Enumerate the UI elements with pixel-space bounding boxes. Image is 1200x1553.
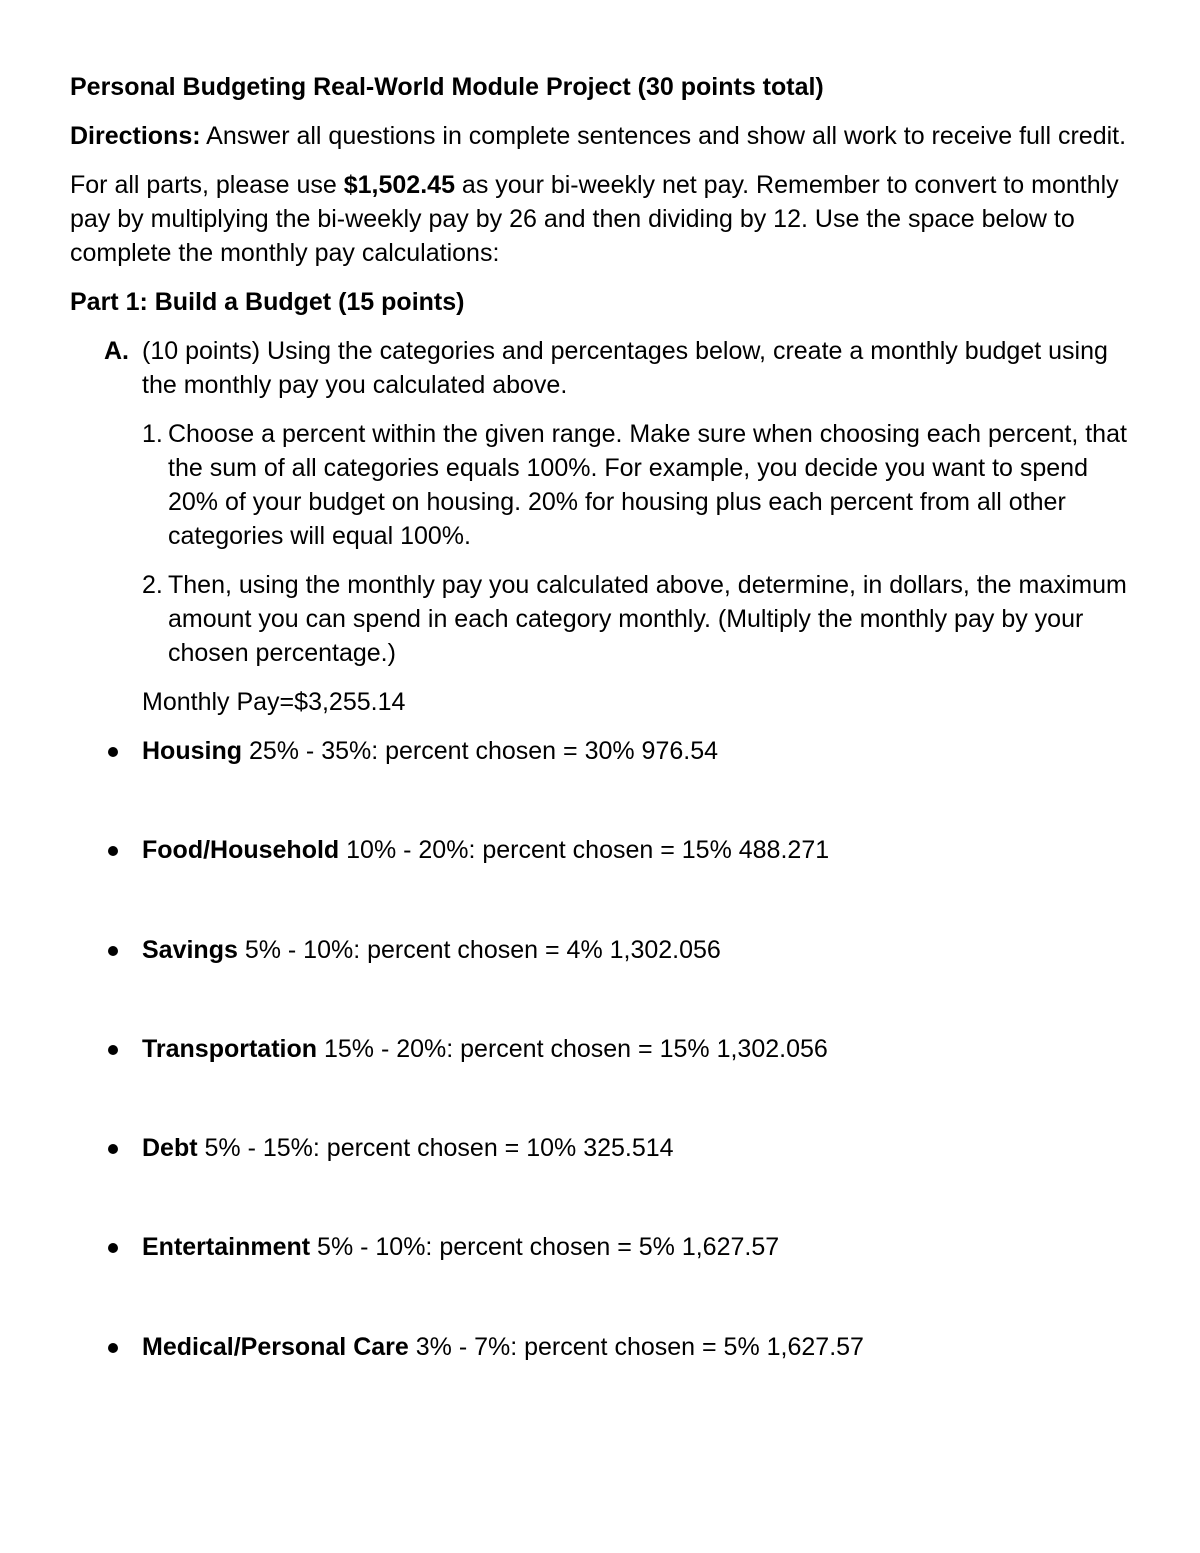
bullet-icon bbox=[108, 747, 118, 757]
part-1-heading: Part 1: Build a Budget (15 points) bbox=[70, 288, 465, 316]
list-item-savings bbox=[70, 933, 1140, 967]
bullet-icon bbox=[108, 846, 118, 856]
category-detail: 25% - 35%: percent chosen = 30% 976.54 bbox=[242, 737, 719, 765]
step-2-number: 2. bbox=[142, 571, 163, 599]
directions-paragraph bbox=[70, 119, 1140, 153]
intro-paragraph bbox=[70, 168, 1140, 270]
category-detail: 5% - 15%: percent chosen = 10% 325.514 bbox=[197, 1134, 674, 1163]
list-item-medical-personal-care bbox=[70, 1330, 1140, 1364]
category-name: Savings bbox=[142, 935, 238, 964]
list-item-food-household bbox=[70, 833, 1140, 867]
category-name: Debt bbox=[142, 1134, 198, 1163]
bullet-icon bbox=[108, 1343, 118, 1353]
budget-category-list bbox=[70, 734, 1140, 1364]
bullet-icon bbox=[108, 1243, 118, 1253]
bullet-icon bbox=[108, 1144, 118, 1154]
step-1 bbox=[70, 417, 1140, 553]
directions-text: Answer all questions in complete sentences and show all work to receive full credit. bbox=[200, 122, 1127, 150]
category-detail: 10% - 20%: percent chosen = 15% 488.271 bbox=[339, 836, 830, 865]
directions-label: Directions: bbox=[70, 122, 201, 150]
monthly-pay-line: Monthly Pay=$3,255.14 bbox=[142, 688, 406, 716]
document-page bbox=[70, 70, 1140, 1429]
intro-after: as your bi-weekly net pay. Remember to convert to monthly pay by multiplying the bi-weekly pay by 26 and then dividing by 12. Use the space below to complete the monthly pay calculations: bbox=[70, 171, 1119, 267]
list-item-debt bbox=[70, 1131, 1140, 1165]
item-a-text: (10 points) Using the categories and percentages below, create a monthly budget using the monthly pay you calculated above. bbox=[142, 337, 1108, 399]
category-detail: 5% - 10%: percent chosen = 5% 1,627.57 bbox=[310, 1233, 780, 1262]
category-name: Food/Household bbox=[142, 836, 340, 865]
category-detail: 15% - 20%: percent chosen = 15% 1,302.056 bbox=[317, 1034, 828, 1063]
bullet-icon bbox=[108, 1045, 118, 1055]
biweekly-pay-amount: $1,502.45 bbox=[343, 171, 455, 199]
category-name: Entertainment bbox=[142, 1233, 311, 1262]
list-item-entertainment bbox=[70, 1230, 1140, 1264]
step-1-text: Choose a percent within the given range. Make sure when choosing each percent, that the sum of all categories equals 100%. For example, you decide you want to spend 20% of your budget on housing. 20% for housing plus each percent from all other categories will equal 100%. bbox=[168, 420, 1127, 550]
item-a-letter: A. bbox=[104, 337, 129, 365]
item-a bbox=[70, 334, 1140, 402]
step-1-number: 1. bbox=[142, 420, 163, 448]
category-name: Housing bbox=[142, 737, 242, 765]
intro-before: For all parts, please use bbox=[70, 171, 344, 199]
document-title: Personal Budgeting Real-World Module Project (30 points total) bbox=[70, 73, 824, 101]
category-name: Transportation bbox=[142, 1034, 318, 1063]
step-2-text: Then, using the monthly pay you calculated above, determine, in dollars, the maximum amount you can spend in each category monthly. (Multiply the monthly pay by your chosen percentage.) bbox=[168, 571, 1127, 667]
list-item-housing bbox=[70, 734, 1140, 768]
step-2 bbox=[70, 568, 1140, 670]
category-detail: 3% - 7%: percent chosen = 5% 1,627.57 bbox=[408, 1332, 864, 1361]
list-item-transportation bbox=[70, 1032, 1140, 1066]
bullet-icon bbox=[108, 946, 118, 956]
category-name: Medical/Personal Care bbox=[142, 1332, 409, 1361]
category-detail: 5% - 10%: percent chosen = 4% 1,302.056 bbox=[237, 935, 721, 964]
